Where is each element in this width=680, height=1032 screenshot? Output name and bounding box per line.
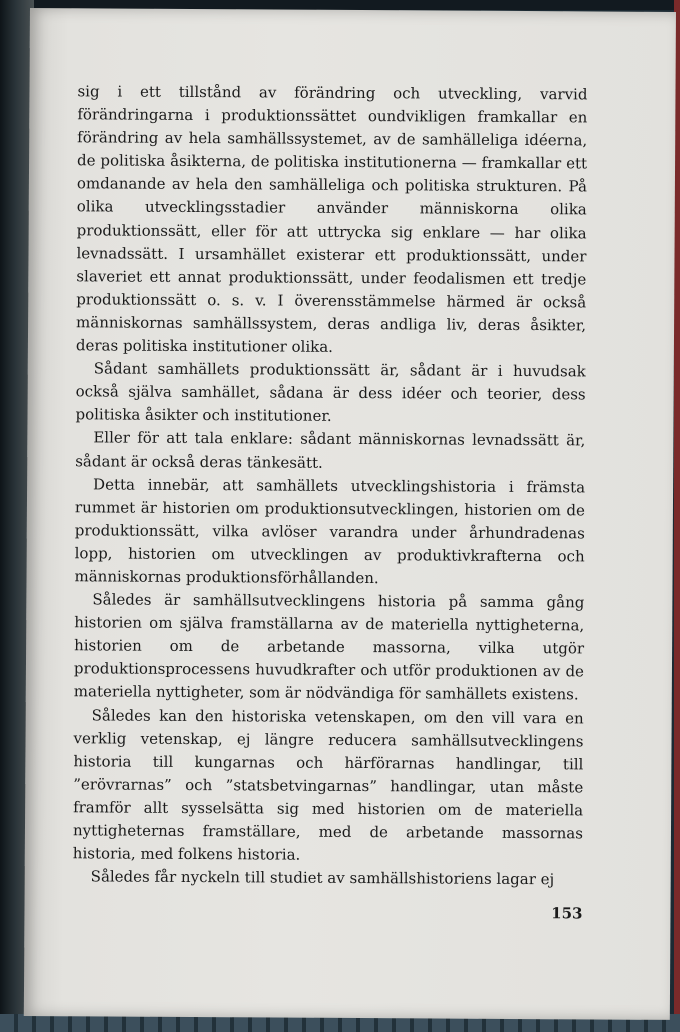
page-number: 153	[551, 904, 583, 923]
paragraph: Eller för att tala enklare: sådant människornas levnadssätt är, sådant är också deras tänkesätt.	[75, 428, 586, 472]
paragraph: Således är samhällsutvecklingens historia på samma gång historien om själva framställarna av de materiella nyttigheterna, historien om de arbetande massorna, vilka utgör produktionsprocessens huvudkrafter och utför produktionen av de materiella nyttigheter, som är nödvändiga för samhällets existens.	[73, 590, 585, 704]
paragraph: Således kan den historiska vetenskapen, om den vill vara en verklig vetenskap, ej längre reducera samhällsutvecklingens historia till kungarnas och härförarnas handlingar, till ”erövrarnas” och ”statsbetvingarnas” handlingar, utan måste framför allt sysselsätta sig med historien om de materiella nyttigheternas framställare, med de arbetande massornas historia, med folkens historia.	[72, 705, 584, 864]
body-text	[73, 80, 588, 891]
paragraph: Således får nyckeln till studiet av samhällshistoriens lagar ej	[90, 867, 555, 889]
book-page	[24, 8, 676, 1020]
paragraph: sig i ett tillstånd av förändring och utveckling, varvid förändringarna i produktionssättet oundvikligen framkallar en förändring av hela samhällssystemet, av de samhälleliga idéerna, de politiska åsikterna, de politiska institutionerna — framkallar ett omdanande av hela den samhälleliga och politiska strukturen. På olika utvecklingsstadier använder människorna olika produktionssätt, eller för att uttrycka sig enklare — har olika levnadssätt. I ursamhället existerar ett produktionssätt, under slaveriet ett annat produktionssätt, under feodalismen ett tredje produktionssätt o. s. v. I överensstämmelse härmed är också människornas samhällssystem, deras andliga liv, deras åsikter, deras politiska institutioner olika.	[75, 82, 588, 356]
paragraph: Sådant samhällets produktionssätt är, sådant är i huvudsak också själva samhället, sådana är dess idéer och teorier, dess politiska åsikter och institutioner.	[75, 359, 586, 426]
paragraph: Detta innebär, att samhällets utvecklingshistoria i främsta rummet är historien om produktionsutvecklingen, historien om de produktionssätt, vilka avlöser varandra under århundradenas lopp, historien om utvecklingen av produktivkrafterna och människornas produktionsförhållanden.	[74, 474, 586, 588]
